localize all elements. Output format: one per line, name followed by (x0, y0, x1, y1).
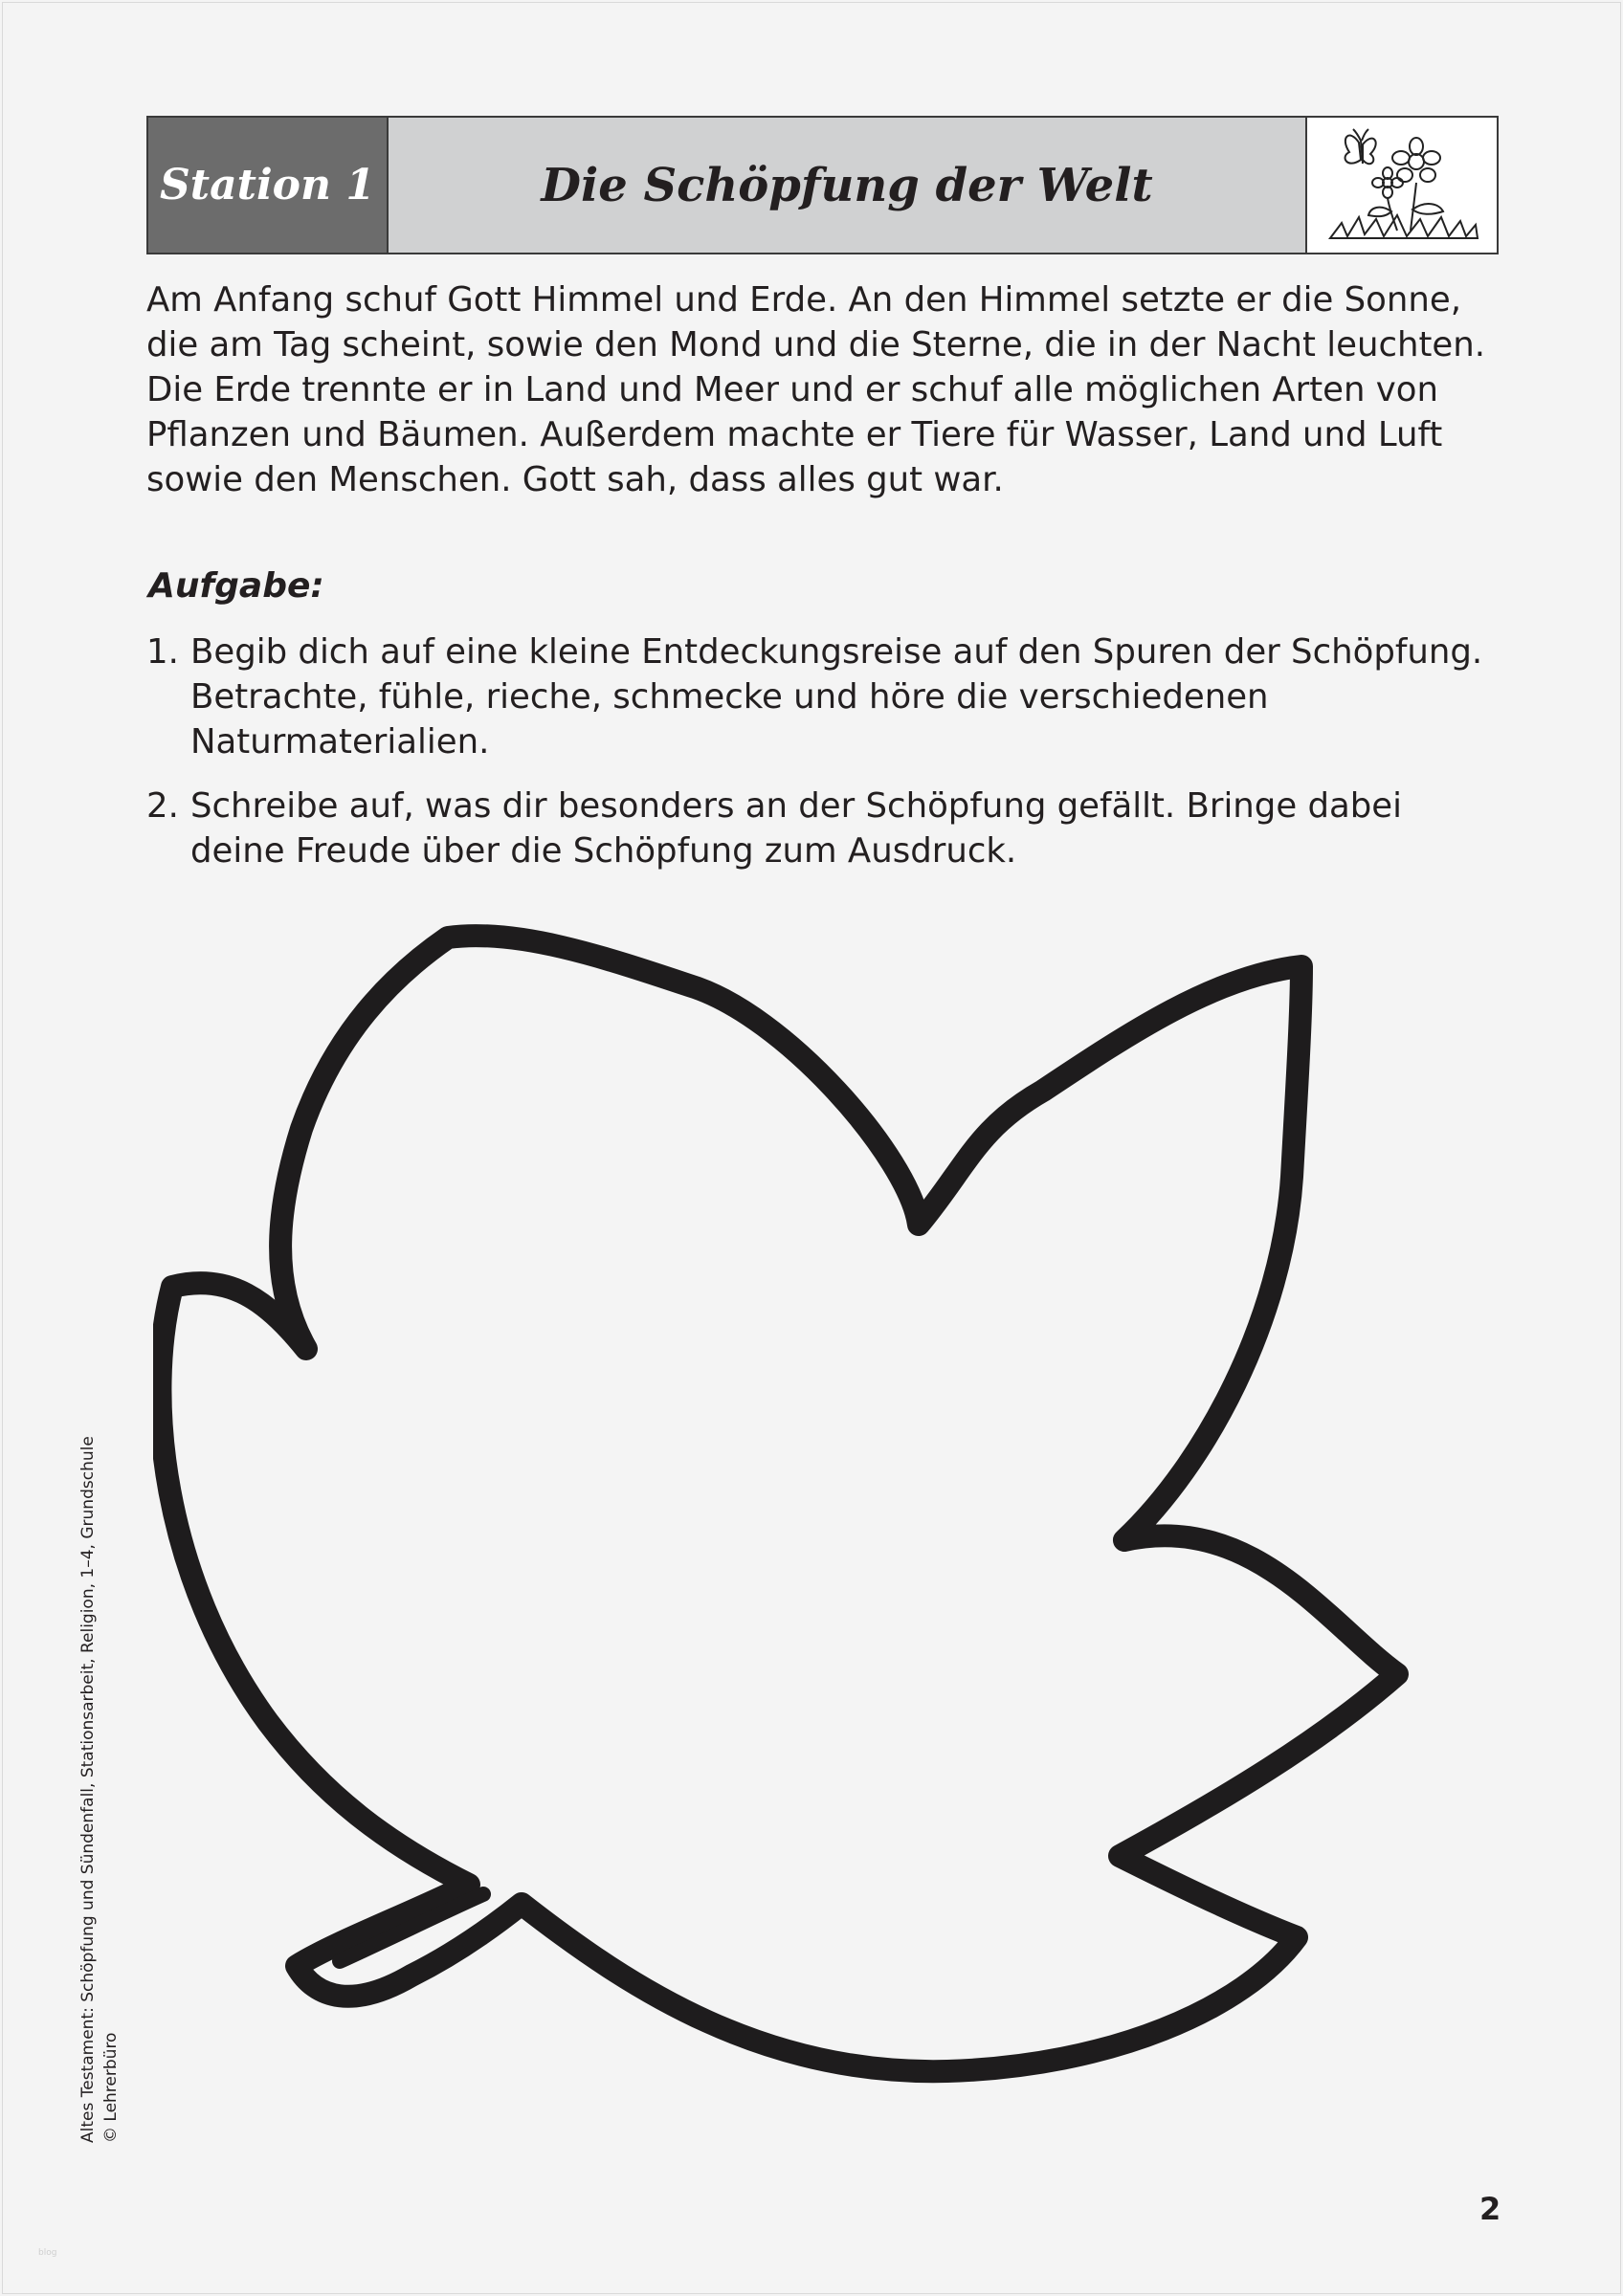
task-list (146, 629, 1505, 893)
task-heading: Aufgabe: (148, 566, 324, 606)
task-text: Begib dich auf eine kleine Entdeckungsreise auf den Spuren der Schöpfung. Betrachte, fühle, rieche, schmecke und höre die verschiedenen Naturmaterialien. (190, 632, 1483, 762)
leaf-outline-path (160, 936, 1397, 2071)
station-header (146, 116, 1499, 254)
title-box (389, 118, 1307, 253)
task-item (146, 784, 1505, 873)
task-text: Schreibe auf, was dir besonders an der Schöpfung gefällt. Bringe dabei deine Freude über die Schöpfung zum Ausdruck. (190, 786, 1402, 871)
page-number: 2 (1479, 2191, 1501, 2227)
sidebar-source: Altes Testament: Schöpfung und Sündenfall, Stationsarbeit, Religion, 1–4, Grundschule (78, 1436, 98, 2143)
watermark: blog (38, 2248, 57, 2258)
task-item (146, 629, 1505, 764)
sidebar-copyright: © Lehrerbüro (101, 2032, 121, 2143)
sidebar-credit (77, 1436, 122, 2143)
intro-text: Am Anfang schuf Gott Himmel und Erde. An den Himmel setzte er die Sonne, die am Tag scheint, sowie den Mond und die Sterne, die in der Nacht leuchten. Die Erde trennte er in Land und Meer und er schuf alle möglichen Arten von Pflanzen und Bäumen. Außerdem machte er Tiere für Wasser, Land und Luft sowie den Menschen. Gott sah, dass alles gut war. (146, 280, 1486, 499)
leaf-outline (153, 918, 1512, 2114)
page-title: Die Schöpfung der Welt (541, 158, 1153, 212)
station-label: Station 1 (160, 161, 375, 210)
flower-butterfly-icon (1321, 123, 1483, 248)
task-number: 1. (146, 632, 179, 672)
station-box (148, 118, 389, 253)
icon-box (1307, 118, 1497, 253)
task-number: 2. (146, 786, 179, 826)
